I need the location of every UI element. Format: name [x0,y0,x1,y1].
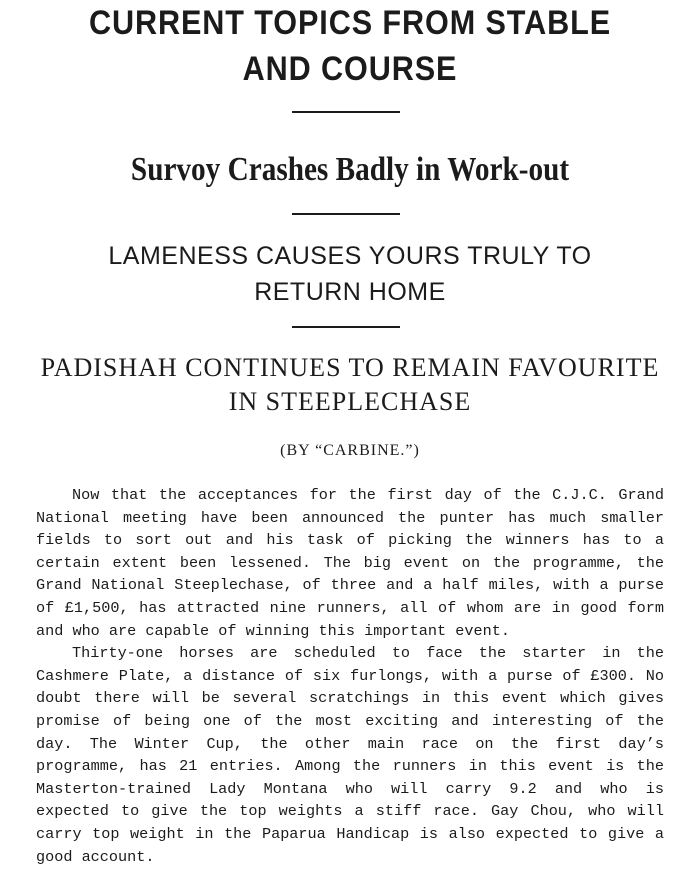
deck-lameness-line-1: LAMENESS CAUSES YOURS TRULY TO [108,242,592,270]
article-body [36,484,664,868]
byline: (BY “CARBINE.”) [280,442,420,459]
deck-padishah [0,351,700,419]
divider-rule-2 [292,213,400,215]
headline [35,0,665,92]
article-paragraph-1: Now that the acceptances for the first day of the C.J.C. Grand National meeting have been announced the punter has much smaller fields to sort out and his task of picking the winners has to a certain extent been lessened. The big event on the programme, the Grand National Steeplechase, of three and a half miles, with a purse of £1,500, has attracted nine runners, all of whom are in good form and who are capable of winning this important event. [36,486,664,640]
deck-padishah-line-2: IN STEEPLECHASE [228,387,472,416]
subheadline: Survoy Crashes Badly in Work-out [130,151,570,188]
deck-padishah-line-1: PADISHAH CONTINUES TO REMAIN FAVOURITE [40,353,660,382]
headline-line-2: AND COURSE [242,50,458,88]
divider-rule-3 [292,326,400,328]
deck-lameness [0,238,700,310]
divider-rule-1 [292,111,400,113]
headline-line-1: CURRENT TOPICS FROM STABLE [88,4,612,42]
deck-lameness-line-2: RETURN HOME [254,278,446,306]
article-paragraph-2: Thirty-one horses are scheduled to face the starter in the Cashmere Plate, a distance of six furlongs, with a purse of £300. No doubt there will be several scratchings in this event which gives promise of being one of the most exciting and interesting of the day. The Winter Cup, the other main race on the first day’s programme, has 21 entries. Among the runners in this event is the Masterton-trained Lady Montana who will carry 9.2 and who is expected to give the top weights a stiff race. Gay Chou, who will carry top weight in the Paparua Handicap is also expected to give a good account. [36,644,664,866]
